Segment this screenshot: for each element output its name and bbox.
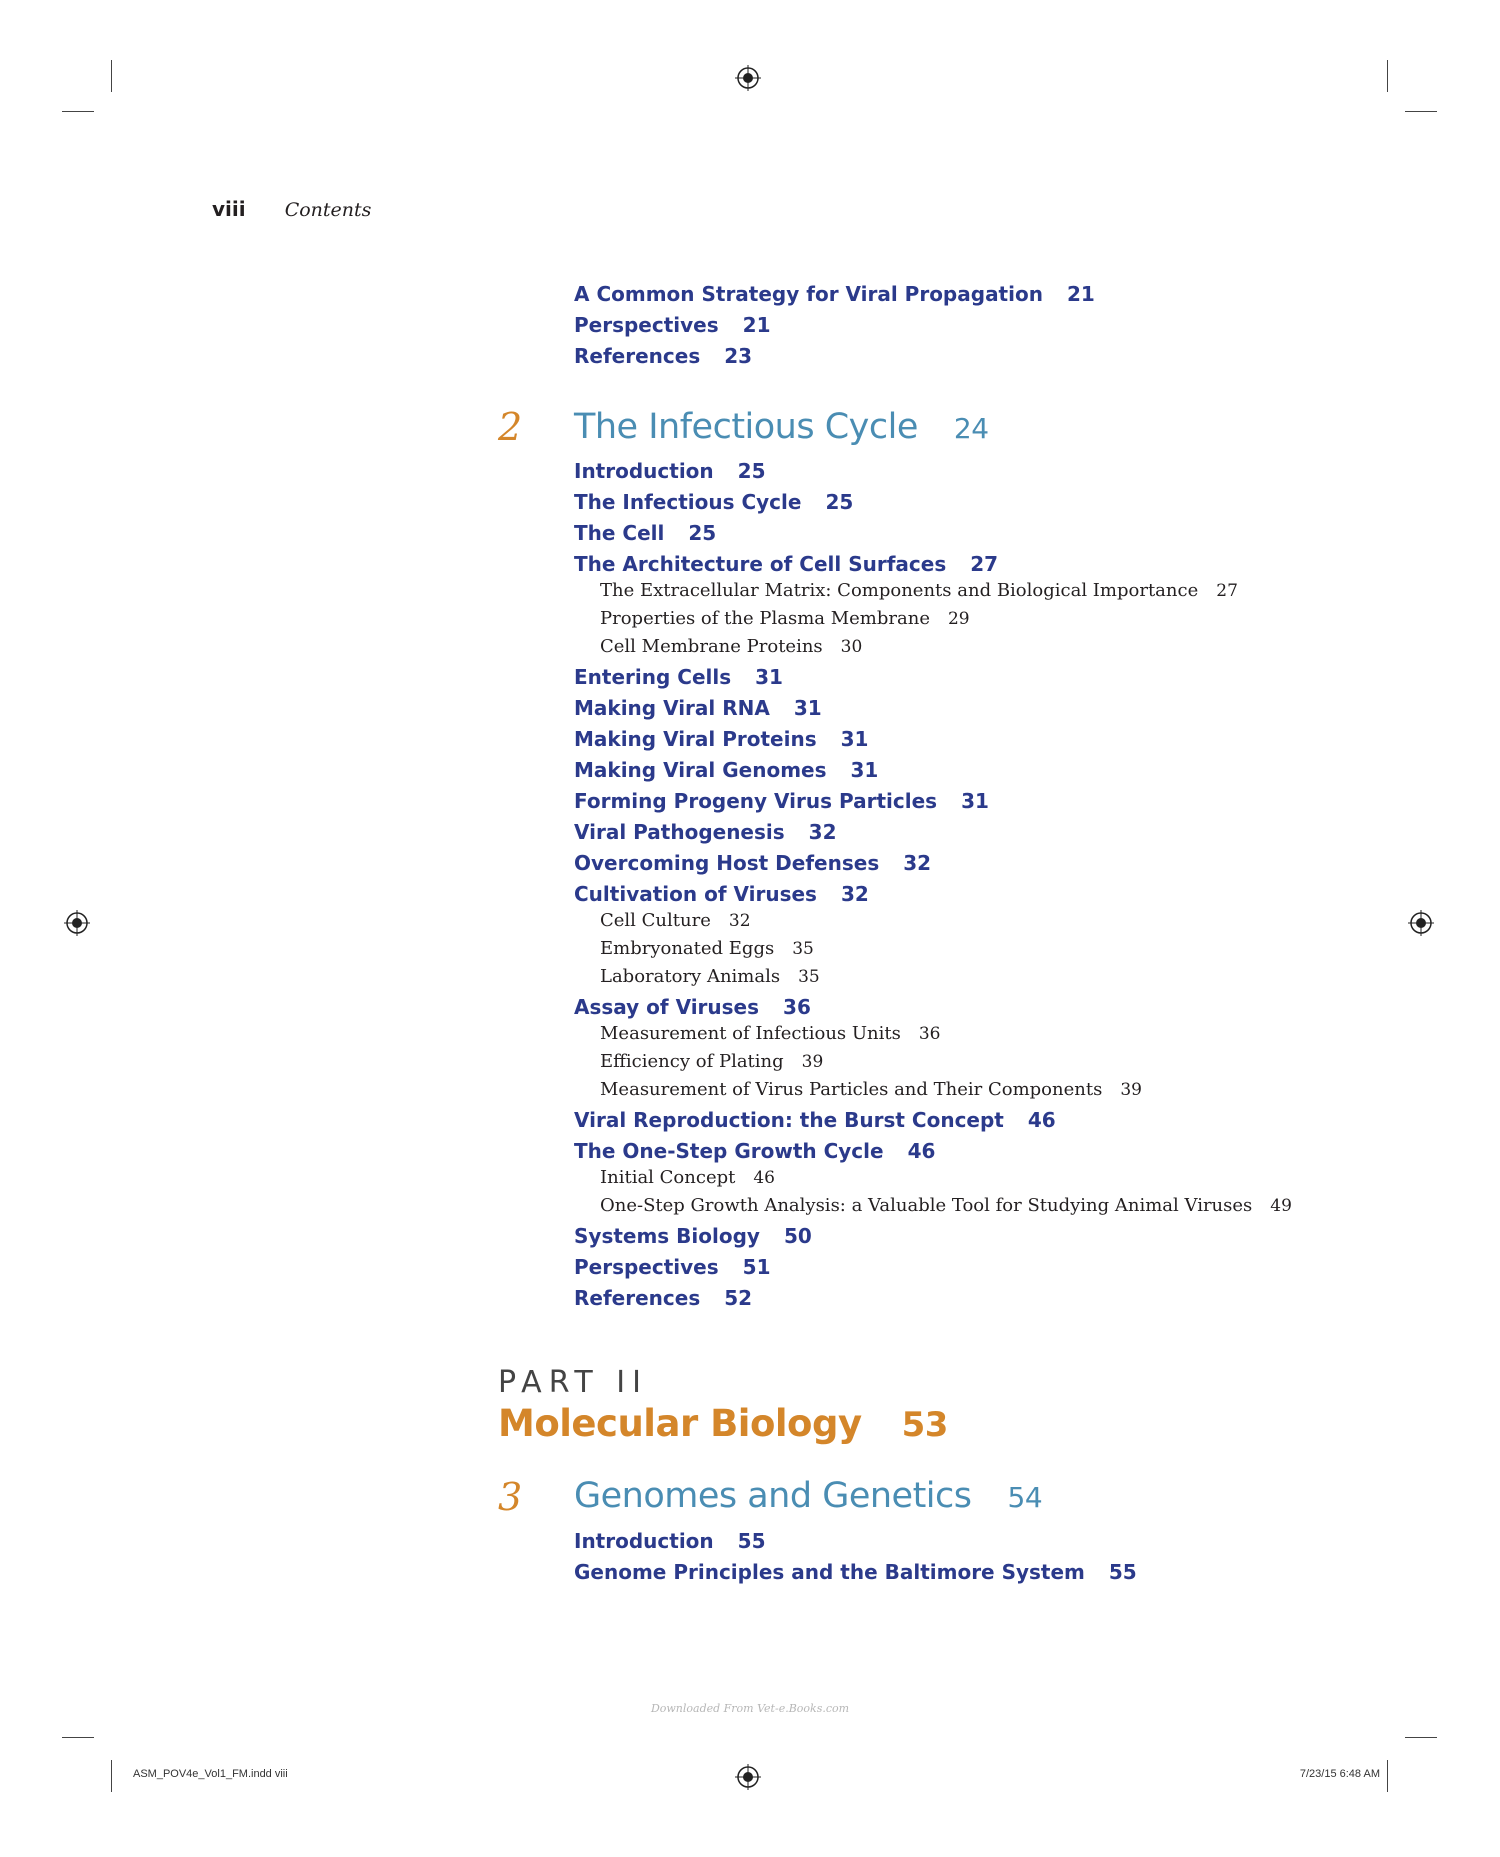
toc-entry-title: A Common Strategy for Viral Propagation (574, 282, 1043, 306)
toc-entry-title: Cultivation of Viruses (574, 882, 817, 906)
chapter-page: 54 (1007, 1481, 1043, 1514)
toc-entry-title: Systems Biology (574, 1224, 760, 1248)
toc-entry-page: 55 (737, 1529, 766, 1553)
toc-entry-title: Making Viral Genomes (574, 758, 827, 782)
toc-subentry[interactable] (600, 1195, 1292, 1216)
toc-entry[interactable] (574, 344, 752, 368)
toc-entry-page: 39 (801, 1052, 824, 1072)
chapter-title[interactable] (574, 407, 989, 447)
toc-entry-page: 46 (753, 1168, 775, 1188)
toc-entry[interactable] (574, 1529, 766, 1553)
toc-entry-title: Entering Cells (574, 665, 732, 689)
toc-entry-page: 29 (947, 609, 970, 629)
toc-entry-page: 25 (737, 459, 766, 483)
toc-entry-title: Introduction (574, 1529, 714, 1553)
part-title-text: Molecular Biology (498, 1402, 862, 1445)
toc-entry-page: 32 (728, 911, 751, 931)
toc-entry-title: Assay of Viruses (574, 995, 760, 1019)
toc-entry[interactable] (574, 459, 766, 483)
toc-entry[interactable] (574, 1224, 812, 1248)
toc-entry-title: Making Viral Proteins (574, 727, 817, 751)
toc-entry-title: Perspectives (574, 1255, 719, 1279)
toc-entry-page: 35 (798, 967, 820, 987)
toc-subentry[interactable] (600, 1023, 941, 1044)
toc-subentry[interactable] (600, 608, 970, 629)
toc-subentry[interactable] (600, 580, 1238, 601)
registration-mark-icon (735, 65, 761, 91)
crop-mark-top-left-v (111, 60, 112, 92)
toc-entry-page: 51 (742, 1255, 771, 1279)
toc-entry-title: Cell Membrane Proteins (600, 636, 823, 657)
toc-entry-page: 32 (840, 882, 869, 906)
toc-entry-title: Measurement of Virus Particles and Their Components (600, 1079, 1103, 1100)
toc-entry[interactable] (574, 882, 869, 906)
toc-entry-page: 49 (1270, 1196, 1292, 1216)
toc-entry[interactable] (574, 820, 837, 844)
toc-entry[interactable] (574, 282, 1095, 306)
toc-entry-title: Measurement of Infectious Units (600, 1023, 901, 1044)
toc-entry-title: Laboratory Animals (600, 966, 781, 987)
toc-entry-page: 21 (1066, 282, 1095, 306)
toc-entry-page: 31 (961, 789, 989, 813)
chapter-number: 3 (498, 1475, 523, 1519)
toc-entry-page: 55 (1108, 1560, 1137, 1584)
crop-mark-top-left-h (62, 111, 94, 112)
toc-entry-title: Viral Reproduction: the Burst Concept (574, 1108, 1004, 1132)
crop-mark-bottom-right-h (1405, 1737, 1437, 1738)
toc-entry-title: One-Step Growth Analysis: a Valuable Tool for Studying Animal Viruses (600, 1195, 1253, 1216)
running-head (212, 197, 371, 221)
chapter-number: 2 (498, 405, 523, 449)
toc-entry[interactable] (574, 696, 822, 720)
toc-entry-page: 23 (724, 344, 753, 368)
toc-entry-page: 46 (1027, 1108, 1056, 1132)
toc-entry-title: Genome Principles and the Baltimore System (574, 1560, 1085, 1584)
page-folio: viii (212, 197, 246, 221)
running-head-title: Contents (284, 199, 372, 221)
toc-entry[interactable] (574, 758, 878, 782)
toc-entry-page: 32 (808, 820, 837, 844)
toc-entry-title: Forming Progeny Virus Particles (574, 789, 938, 813)
chapter-title[interactable] (574, 1476, 1042, 1516)
toc-entry-page: 31 (840, 727, 869, 751)
toc-entry[interactable] (574, 851, 931, 875)
toc-entry-page: 35 (792, 939, 814, 959)
toc-entry[interactable] (574, 789, 989, 813)
toc-subentry[interactable] (600, 1167, 775, 1188)
toc-subentry[interactable] (600, 1079, 1142, 1100)
toc-entry-title: The Architecture of Cell Surfaces (574, 552, 947, 576)
part-label: PART II (498, 1365, 648, 1400)
toc-entry[interactable] (574, 995, 811, 1019)
toc-entry-title: The One-Step Growth Cycle (574, 1139, 884, 1163)
toc-entry-title: Properties of the Plasma Membrane (600, 608, 930, 629)
toc-entry[interactable] (574, 1139, 935, 1163)
toc-entry-title: Initial Concept (600, 1167, 736, 1188)
registration-mark-icon (64, 910, 90, 936)
toc-entry-title: The Cell (574, 521, 665, 545)
toc-subentry[interactable] (600, 1051, 823, 1072)
toc-entry-page: 50 (783, 1224, 812, 1248)
slug-filename: ASM_POV4e_Vol1_FM.indd viii (133, 1768, 288, 1780)
chapter-title-text: The Infectious Cycle (574, 407, 918, 447)
toc-entry-page: 31 (793, 696, 822, 720)
toc-entry-title: Embryonated Eggs (600, 938, 775, 959)
slug-timestamp: 7/23/15 6:48 AM (1299, 1768, 1380, 1780)
part-page: 53 (901, 1405, 948, 1445)
toc-subentry[interactable] (600, 910, 751, 931)
part-title[interactable] (498, 1402, 948, 1445)
toc-entry-title: Efficiency of Plating (600, 1051, 784, 1072)
toc-entry[interactable] (574, 1286, 752, 1310)
toc-entry[interactable] (574, 490, 853, 514)
toc-entry-page: 32 (903, 851, 932, 875)
registration-mark-icon (1408, 910, 1434, 936)
toc-entry[interactable] (574, 727, 868, 751)
toc-entry-title: Perspectives (574, 313, 719, 337)
registration-mark-icon (735, 1764, 761, 1790)
toc-entry-title: References (574, 344, 701, 368)
toc-entry[interactable] (574, 521, 716, 545)
crop-mark-bottom-left-h (62, 1737, 94, 1738)
toc-entry[interactable] (574, 552, 998, 576)
toc-entry[interactable] (574, 1108, 1056, 1132)
watermark: Downloaded From Vet-e.Books.com (650, 1702, 850, 1715)
toc-entry[interactable] (574, 1255, 771, 1279)
toc-entry-page: 39 (1120, 1080, 1142, 1100)
toc-entry-page: 52 (724, 1286, 753, 1310)
toc-entry-title: The Extracellular Matrix: Components and Biological Importance (600, 580, 1199, 601)
toc-entry-title: Overcoming Host Defenses (574, 851, 880, 875)
toc-entry-page: 21 (742, 313, 771, 337)
toc-entry-page: 27 (970, 552, 999, 576)
toc-entry[interactable] (574, 665, 783, 689)
chapter-page: 24 (953, 412, 989, 445)
toc-entry-page: 30 (840, 637, 863, 657)
toc-entry-title: The Infectious Cycle (574, 490, 802, 514)
toc-entry-title: Introduction (574, 459, 714, 483)
toc-entry-page: 46 (907, 1139, 936, 1163)
toc-entry-page: 25 (688, 521, 717, 545)
toc-entry[interactable] (574, 313, 771, 337)
toc-entry[interactable] (574, 1560, 1137, 1584)
toc-entry-title: Cell Culture (600, 910, 711, 931)
toc-entry-title: Making Viral RNA (574, 696, 770, 720)
toc-entry-title: Viral Pathogenesis (574, 820, 785, 844)
crop-mark-top-right-h (1405, 111, 1437, 112)
toc-entry-page: 36 (918, 1024, 941, 1044)
crop-mark-bottom-left-v (111, 1760, 112, 1792)
toc-entry-page: 31 (850, 758, 879, 782)
toc-subentry[interactable] (600, 636, 862, 657)
toc-entry-page: 27 (1216, 581, 1238, 601)
toc-entry-page: 36 (783, 995, 811, 1019)
toc-entry-page: 31 (755, 665, 783, 689)
toc-subentry[interactable] (600, 966, 820, 987)
crop-mark-bottom-right-v (1387, 1760, 1388, 1792)
toc-subentry[interactable] (600, 938, 814, 959)
crop-mark-top-right-v (1387, 60, 1388, 92)
toc-entry-title: References (574, 1286, 701, 1310)
toc-entry-page: 25 (825, 490, 854, 514)
chapter-title-text: Genomes and Genetics (574, 1476, 972, 1516)
